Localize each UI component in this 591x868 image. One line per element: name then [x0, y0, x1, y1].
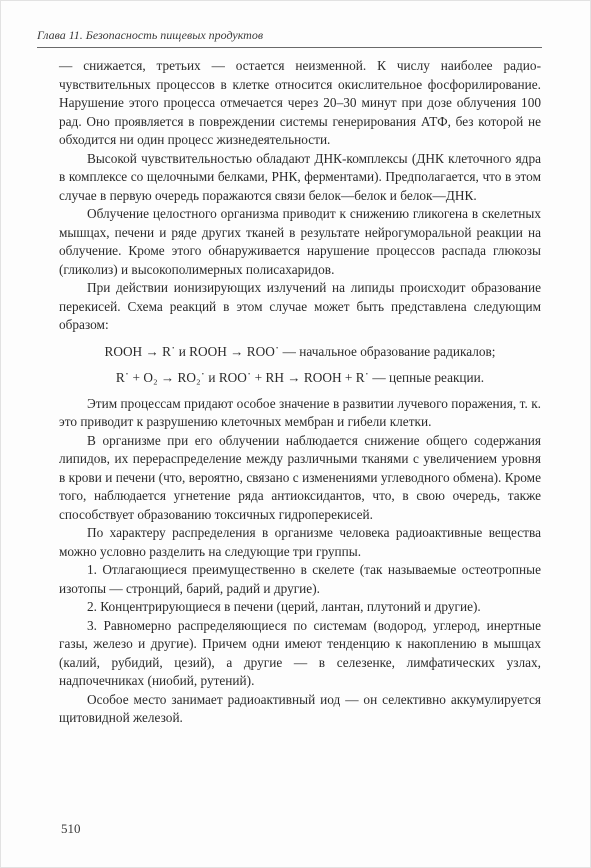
- formula-chain: R˙ + O₂ → RO₂˙ и ROO˙ + RH → ROOH + R˙ — цепные реакции.: [115, 370, 485, 385]
- paragraph-2: Высокой чувствительностью обладают ДНК-комплексы (ДНК клеточного ядра в комплексе со щелочными белками, РНК, ферментами). Предполагается, что в этом случае в первую очередь поражаются связи белок—белок и белок—ДНК.: [59, 150, 541, 203]
- paragraph-6: В организме при его облучении наблюдается снижение общего содержания липидов, их перераспределение между различными тканями с увеличением уровня в крови и печени (что, вероятно, связано с изменениями углеводного обмена). Кроме того, наблюдается угнетение ряда антиоксидантов, что, в свою очередь, также способствует образованию токсичных гидроперекисей.: [59, 432, 541, 522]
- paragraph-8: Особое место занимает радиоактивный иод — он селективно аккумулируется щитовидной железой.: [59, 691, 541, 725]
- page-number: 510: [61, 821, 81, 836]
- paragraph-5: Этим процессам придают особое значение в развитии лучевого поражения, т. к. это приводит к разрушению клеточных мембран и гибели клетки.: [59, 395, 541, 429]
- paragraph-3: Облучение целостного организма приводит к снижению гликогена в скелетных мышцах, печени и ряде других тканей в результате нейрогуморальной реакции на облучение. Кроме этого обнаруживается нарушение процессов распада глюкозы (гликолиз) и высокополимерных полисахаридов.: [59, 206, 541, 277]
- running-header: Глава 11. Безопасность пищевых продуктов: [37, 28, 264, 42]
- list-item-3: 3. Равномерно распределяющиеся по системам (водород, углерод, инертные газы, железо и другие). Причем одни имеют тенденцию к накоплению в мышцах (калий, рубидий, цезий), а другие — в селезенке, лимфатических узлах, надпочечниках (ниобий, рутений).: [59, 617, 541, 688]
- body-text: [59, 57, 541, 728]
- paragraph-7: По характеру распределения в организме человека радиоактивные вещества можно условно разделить на следующие три группы.: [59, 525, 541, 559]
- paragraph-1: — снижается, третьих — остается неизменной. К числу наиболее радиочувствительных процессов в клетке относится окислительное фосфорилирование. Нарушение этого процесса отмечается через 20–30 минут при дозе облучения 100 рад. Оно проявляется в повреждении системы генерирования АТФ, без которой не обходится ни один процесс жизнедеятельности.: [59, 58, 541, 147]
- list-item-2: 2. Концентрирующиеся в печени (церий, лантан, плутоний и другие).: [87, 599, 481, 614]
- header-divider: [37, 47, 542, 48]
- paragraph-4: При действии ионизирующих излучений на липиды происходит образование перекисей. Схема реакций в этом случае может быть представлена следующим образом:: [59, 280, 541, 332]
- list-item-1: 1. Отлагающиеся преимущественно в скелете (так называемые остеотропные изотопы — стронций, барий, радий и другие).: [59, 562, 541, 596]
- formula-initiation: ROOH → R˙ и ROOH → ROO˙ — начальное образование радикалов;: [104, 343, 496, 359]
